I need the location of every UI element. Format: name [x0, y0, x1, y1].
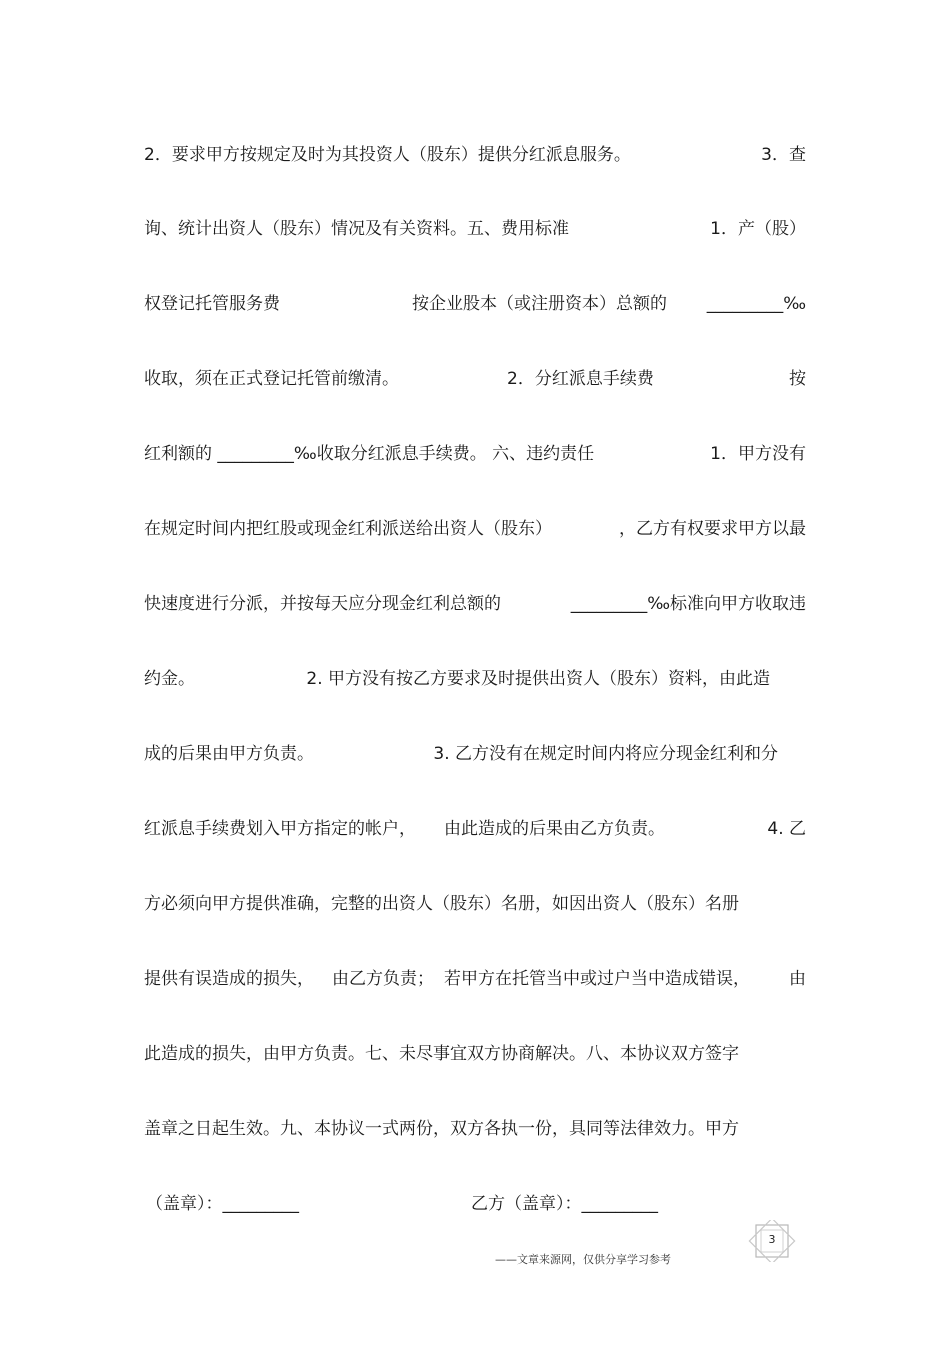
- party-b-seal-field: 乙方（盖章）：_________: [471, 1194, 658, 1214]
- text-segment: 方必须向甲方提供准确，完整的出资人（股东）名册，如因出资人（股东）名册: [144, 894, 739, 914]
- text-segment: 此造成的损失，由甲方负责。七、未尽事宜双方协商解决。八、本协议双方签字: [144, 1044, 739, 1064]
- text-line-10: [144, 816, 806, 842]
- signature-line: [144, 1191, 806, 1217]
- text-line-7: [144, 591, 806, 617]
- text-segment: 3. 乙方没有在规定时间内将应分现金红利和分: [433, 744, 778, 764]
- text-segment: 提供有误造成的损失，: [144, 969, 314, 989]
- text-segment: 权登记托管服务费: [144, 294, 280, 314]
- text-segment: 收取，须在正式登记托管前缴清。: [144, 369, 399, 389]
- text-segment: 红派息手续费划入甲方指定的帐户，: [144, 819, 416, 839]
- text-line-12: [144, 966, 806, 992]
- page-number-badge: [748, 1220, 796, 1262]
- text-segment: 由乙方负责；: [332, 969, 434, 989]
- text-segment: 1．甲方没有: [710, 444, 806, 464]
- text-segment: 在规定时间内把红股或现金红利派送给出资人（股东）: [144, 519, 552, 539]
- text-segment: _________‰标准向甲方收取违: [570, 594, 806, 614]
- text-segment: 按企业股本（或注册资本）总额的: [412, 294, 667, 314]
- party-a-seal-field: （盖章）：_________: [146, 1194, 299, 1214]
- text-segment: 3．查: [761, 145, 806, 165]
- text-segment: 2. 甲方没有按乙方要求及时提供出资人（股东）资料，由此造: [306, 669, 770, 689]
- text-line-1: [144, 142, 806, 168]
- page-number: 3: [768, 1233, 776, 1246]
- text-line-11: [144, 891, 806, 917]
- text-segment: _________‰: [706, 294, 806, 314]
- text-line-3: [144, 291, 806, 317]
- text-segment: 询、统计出资人（股东）情况及有关资料。五、费用标准: [144, 219, 569, 239]
- text-segment: 按: [789, 369, 806, 389]
- text-line-5: [144, 441, 806, 467]
- text-segment: 2．要求甲方按规定及时为其投资人（股东）提供分红派息服务。: [144, 145, 631, 165]
- text-line-6: [144, 516, 806, 542]
- text-segment: 1．产（股）: [710, 219, 806, 239]
- text-line-14: [144, 1116, 806, 1142]
- text-segment: 由此造成的后果由乙方负责。: [444, 819, 665, 839]
- text-segment: ，乙方有权要求甲方以最: [619, 519, 806, 539]
- source-note: ——文章来源网，仅供分享学习参考: [495, 1253, 671, 1266]
- text-segment: 若甲方在托管当中或过户当中造成错误，: [444, 969, 750, 989]
- text-segment: 约金。: [144, 669, 195, 689]
- text-segment: 2．分红派息手续费: [507, 369, 654, 389]
- text-line-2: [144, 216, 806, 242]
- text-line-9: [144, 741, 806, 767]
- text-segment: 盖章之日起生效。九、本协议一式两份，双方各执一份，具同等法律效力。甲方: [144, 1119, 739, 1139]
- text-line-8: [144, 666, 806, 692]
- text-segment: 由: [789, 969, 806, 989]
- text-segment: 成的后果由甲方负责。: [144, 744, 314, 764]
- text-line-13: [144, 1041, 806, 1067]
- text-segment: 4. 乙: [767, 819, 806, 839]
- text-segment: 快速度进行分派，并按每天应分现金红利总额的: [144, 594, 501, 614]
- text-line-4: [144, 366, 806, 392]
- text-segment: 红利额的 _________‰收取分红派息手续费。 六、违约责任: [144, 444, 595, 464]
